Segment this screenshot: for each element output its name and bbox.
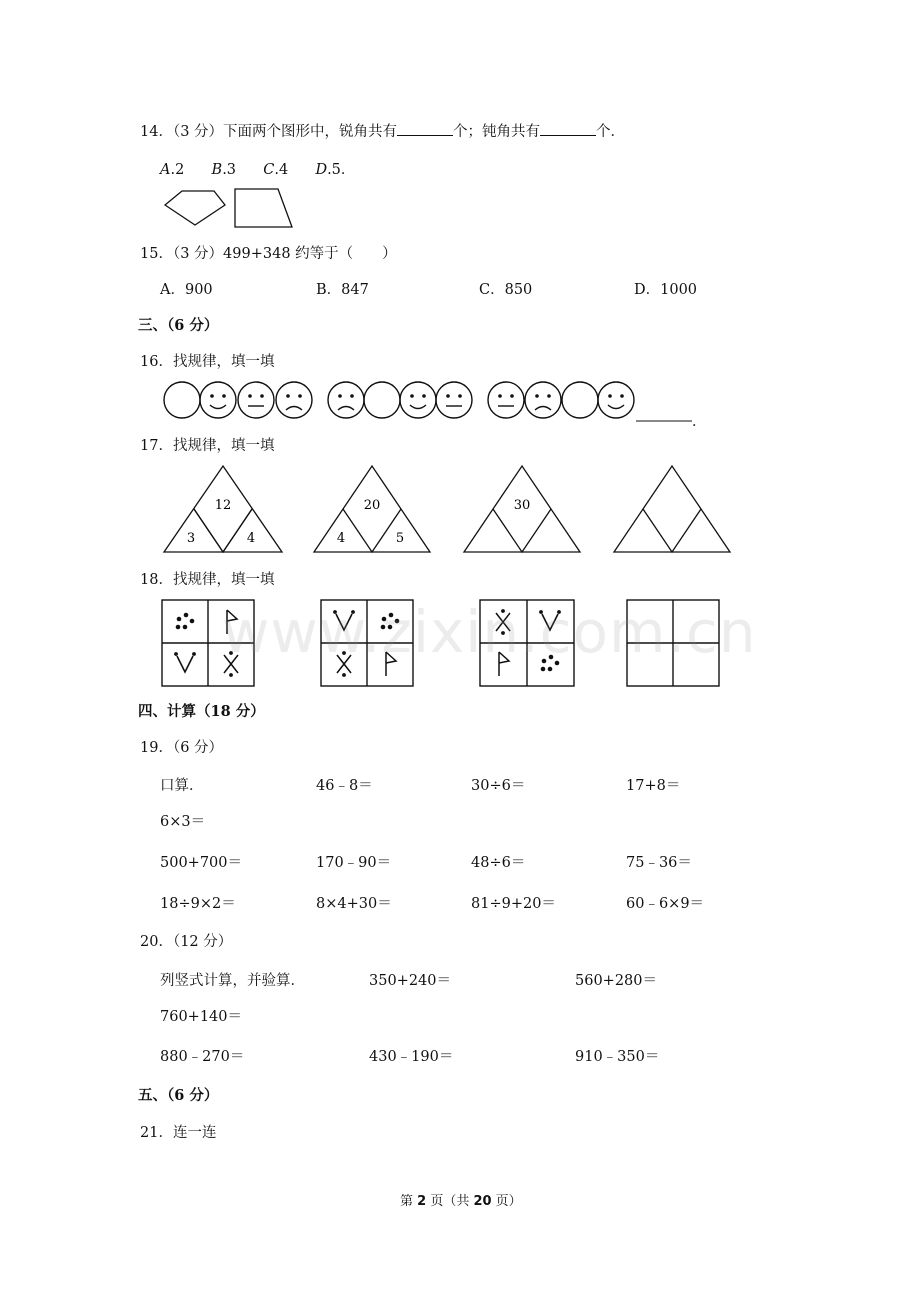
- q19-question: 19．（6 分）: [140, 740, 224, 756]
- q21-question: 21．连一连: [140, 1125, 217, 1141]
- q20-item: 910﹣350＝: [575, 1049, 660, 1065]
- q19-item: 30÷6＝: [471, 778, 526, 794]
- smile-face-icon: [400, 382, 436, 418]
- smile-face-icon: [200, 382, 236, 418]
- pentagon-shape: [165, 191, 225, 225]
- q19-item: 81÷9+20＝: [471, 896, 556, 912]
- q20-question: 20．（12 分）: [140, 934, 233, 950]
- q14-question: 14．（3 分）下面两个图形中，锐角共有 个；钝角共有 个．: [140, 120, 625, 141]
- q19-item: 60﹣6×9＝: [626, 896, 705, 912]
- q19-item: 18÷9×2＝: [160, 896, 236, 912]
- q15-question: 15．（3 分）499+348 约等于（ ）: [140, 246, 397, 262]
- smile-face-icon: [598, 382, 634, 418]
- page-number: 2: [417, 1194, 427, 1209]
- q14-blank-obtuse[interactable]: [540, 121, 596, 136]
- triangle-4[interactable]: [614, 466, 730, 552]
- q14-option-c[interactable]: C.4: [263, 162, 289, 178]
- blank-circle-icon: [164, 382, 200, 418]
- q20-item: 430﹣190＝: [369, 1049, 454, 1065]
- q15-option-a[interactable]: A．900: [160, 282, 213, 298]
- q14-option-d[interactable]: D.5．: [315, 162, 356, 178]
- q14-blank-acute[interactable]: [397, 121, 453, 136]
- triangle-2-top: 20: [363, 498, 381, 513]
- watermark: www.zixin.com.cn: [222, 598, 757, 666]
- q17-question: 17．找规律，填一填: [140, 438, 275, 454]
- v-symbol-icon: [174, 652, 196, 672]
- q14-options: [160, 158, 355, 179]
- page-total: 20: [473, 1194, 492, 1209]
- q20-instruction: 列竖式计算，并验算．: [160, 973, 305, 989]
- triangle-3: [464, 466, 580, 552]
- q18-question: 18．找规律，填一填: [140, 572, 275, 588]
- q16-faces-row: [160, 378, 700, 428]
- triangle-2-left: 4: [336, 531, 346, 546]
- triangle-2-right: 5: [395, 531, 405, 546]
- triangle-3-top: 30: [513, 498, 531, 513]
- dots-symbol-icon: [176, 613, 195, 630]
- q20-item: 880﹣270＝: [160, 1049, 245, 1065]
- page-footer: 第 2 页（共 20 页）: [400, 1194, 522, 1209]
- triangle-2: [314, 466, 430, 552]
- q19-item: 170﹣90＝: [316, 855, 392, 871]
- sad-face-icon: [328, 382, 364, 418]
- q14-option-a[interactable]: A.2: [160, 162, 185, 178]
- q19-instruction: 口算．: [160, 778, 204, 794]
- q15-option-b[interactable]: B．847: [316, 282, 369, 298]
- neutral-face-icon: [238, 382, 274, 418]
- blank-circle-icon: [364, 382, 400, 418]
- section-5-title: 五、（6 分）: [138, 1087, 219, 1104]
- neutral-face-icon: [488, 382, 524, 418]
- q20-item: 760+140＝: [160, 1009, 243, 1025]
- q19-item: 500+700＝: [160, 855, 243, 871]
- q15-option-c[interactable]: C．850: [479, 282, 533, 298]
- q16-tail: ．: [692, 414, 707, 430]
- triangle-1-left: 3: [186, 531, 196, 546]
- sad-face-icon: [525, 382, 561, 418]
- q19-item: 46﹣8＝: [316, 778, 373, 794]
- triangle-1-right: 4: [246, 531, 256, 546]
- q14-figures: [160, 185, 300, 233]
- q20-item: 560+280＝: [575, 973, 658, 989]
- trapezoid-shape: [235, 189, 292, 227]
- q17-triangles: [160, 462, 740, 557]
- face-group-3: [488, 382, 634, 418]
- blank-circle-icon: [562, 382, 598, 418]
- face-group-1: [164, 382, 312, 418]
- q14-option-b[interactable]: B.3: [211, 162, 237, 178]
- section-3-title: 三、（6 分）: [138, 317, 219, 334]
- section-4-title: 四、计算（18 分）: [138, 703, 265, 720]
- triangle-1: [164, 466, 282, 552]
- q19-item: 17+8＝: [626, 778, 681, 794]
- triangle-1-top: 12: [214, 498, 232, 513]
- q19-item: 48÷6＝: [471, 855, 526, 871]
- q19-item: 75﹣36＝: [626, 855, 692, 871]
- sad-face-icon: [276, 382, 312, 418]
- q19-item: 6×3＝: [160, 814, 206, 830]
- q20-item: 350+240＝: [369, 973, 452, 989]
- q19-item: 8×4+30＝: [316, 896, 392, 912]
- neutral-face-icon: [436, 382, 472, 418]
- face-group-2: [328, 382, 472, 418]
- q15-option-d[interactable]: D．1000: [634, 282, 698, 298]
- q16-question: 16．找规律，填一填: [140, 354, 275, 370]
